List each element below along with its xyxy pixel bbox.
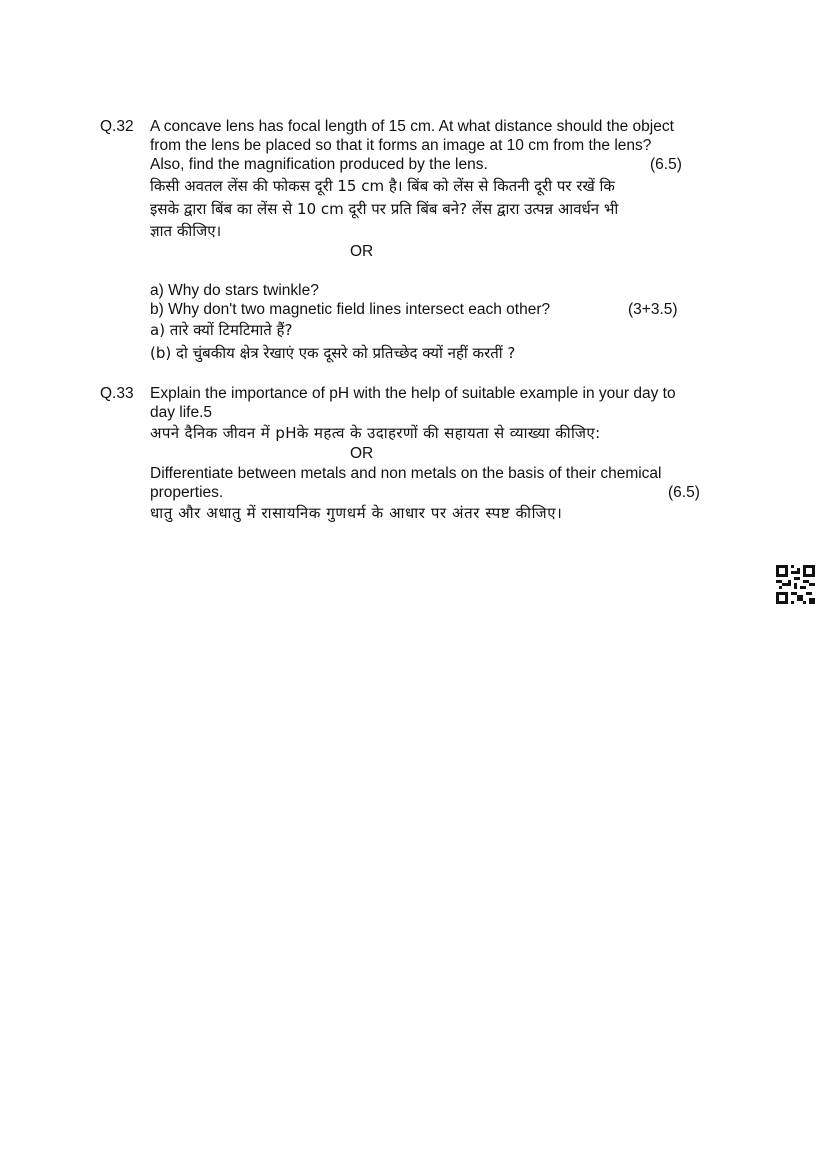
q33-alt-marks: (6.5) [668, 484, 700, 501]
q32-hindi-line-1: किसी अवतल लेंस की फोकस दूरी 15 cm है। बिंब को लेंस से कितनी दूरी पर रखें कि [150, 177, 615, 195]
q33-or-label: OR [350, 445, 374, 462]
qr-code-icon [776, 565, 815, 604]
q33-alt-hindi-line: धातु और अधातु में रासायनिक गुणधर्म के आधार पर अंतर स्पष्ट कीजिए। [150, 504, 563, 522]
q32-alt-line-b: b) Why don't two magnetic field lines intersect each other? [150, 301, 551, 318]
q32-alt-hindi-b: (b) दो चुंबकीय क्षेत्र रेखाएं एक दूसरे को प्रतिच्छेद क्यों नहीं करतीं ? [150, 344, 516, 362]
q33-text-line-1: Explain the importance of pH with the help of suitable example in your day to [150, 385, 676, 402]
q32-alt-hindi-a: a) तारे क्यों टिमटिमाते हैं? [150, 321, 293, 339]
question-33-number: Q.33 [100, 385, 134, 402]
q32-text-line-1: A concave lens has focal length of 15 cm. At what distance should the object [150, 118, 674, 135]
q33-hindi-line: अपने दैनिक जीवन में pHके महत्व के उदाहरणों की सहायता से व्याख्या कीजिए: [150, 424, 601, 442]
q33-text-line-2: day life.5 [150, 404, 213, 421]
q32-or-label: OR [350, 243, 374, 260]
q33-alt-line-1: Differentiate between metals and non metals on the basis of their chemical [150, 465, 662, 482]
question-32-number: Q.32 [100, 118, 134, 135]
q32-hindi-line-3: ज्ञात कीजिए। [150, 222, 222, 240]
q33-alt-line-2: properties. [150, 484, 224, 501]
q32-hindi-line-2: इसके द्वारा बिंब का लेंस से 10 cm दूरी पर प्रति बिंब बने? लेंस द्वारा उत्पन्न आवर्धन भी [150, 200, 619, 218]
q32-alt-line-a: a) Why do stars twinkle? [150, 282, 319, 299]
q32-text-line-2: from the lens be placed so that it forms an image at 10 cm from the lens? [150, 137, 652, 154]
q32-marks: (6.5) [650, 156, 682, 173]
q32-alt-marks: (3+3.5) [628, 301, 678, 318]
q32-text-line-3: Also, find the magnification produced by the lens. [150, 156, 488, 173]
